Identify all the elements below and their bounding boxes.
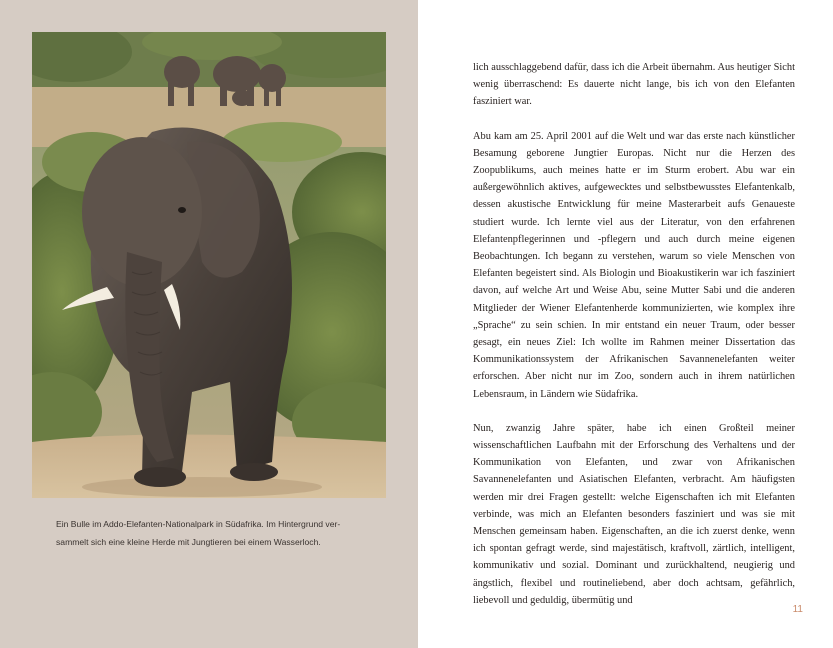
photo-caption bbox=[56, 516, 376, 551]
paragraph-1: lich ausschlaggebend dafür, dass ich die Arbeit übernahm. Aus heutiger Sicht wenig überraschend: Es dauerte nicht lange, bis ich von den Elefanten fasziniert war. bbox=[473, 62, 795, 108]
page-number: 11 bbox=[792, 604, 803, 615]
caption-line-2: sammelt sich eine kleine Herde mit Jungtieren bei einem Wasserloch. bbox=[56, 536, 321, 547]
paragraph-2: Abu kam am 25. April 2001 auf die Welt und war das erste nach künstlicher Besamung geborene Jungtier Europas. Nicht nur die Herzen des Zoopublikums, auch meines hatte er im Sturm erobert. Abu war ein außergewöhnlich aktives, aufgewecktes und selbstbewusstes Elefantenkalb, dessen akustische Entwicklung für meine Masterarbeit aufs Genaueste studiert wurde. Ich lernte viel aus der Literatur, von den erfahrenen Elefantenpflegerinnen und -pflegern und auch durch meine eigenen Beobachtungen. Ich begann zu verstehen, warum so viele Menschen von Elefanten begeistert sind. Als Biologin und Bioakustikerin war ich fasziniert davon, auf welche Art und Weise Abu, seine Mutter Sabi und die anderen Mitglieder der Wiener Elefantenherde kommunizierten, wie komplex ihre „Sprache“ zu sein schien. In mir entstand ein neuer Traum, oder besser gesagt, ein neues Ziel: Ich wollte im Rahmen meiner Dissertation das Kommunikationssystem der Afrikanischen Savannenelefanten weiter erforschen. Aber nicht nur im Zoo, sondern auch in ihrem natürlichen Lebensraum, in Ländern wie Südafrika. bbox=[473, 130, 795, 400]
right-page bbox=[418, 0, 833, 648]
elephant-photo bbox=[32, 32, 386, 498]
body-text bbox=[473, 59, 795, 626]
caption-line-1: Ein Bulle im Addo-Elefanten-Nationalpark in Südafrika. Im Hintergrund ver- bbox=[56, 519, 341, 529]
paragraph-3: Nun, zwanzig Jahre später, habe ich einen Großteil meiner wissenschaftlichen Laufbahn mit der Erforschung des Verhaltens und der Kommunikation von Elefanten, und zwar von Afrikanischen Savannenelefanten und Asiatischen Elefanten, verbracht. Am häufigsten werden mir drei Fragen gestellt: welche Eigenschaften ich mit Elefanten verbinde, was mich an Elefanten besonders fasziniert und was sie mit Menschen gemeinsam haben. Eigenschaften, an die ich zuerst denke, wenn ich spontan gefragt werde, sind majestätisch, kraftvoll, zärtlich, intelligent, kommunikativ und sozial. Dominant und zurückhaltend, neugierig und ängstlich, flexibel und routineliebend, aber doch achtsam, gefährlich, liebevoll und geduldig, übermütig und bbox=[473, 422, 795, 606]
